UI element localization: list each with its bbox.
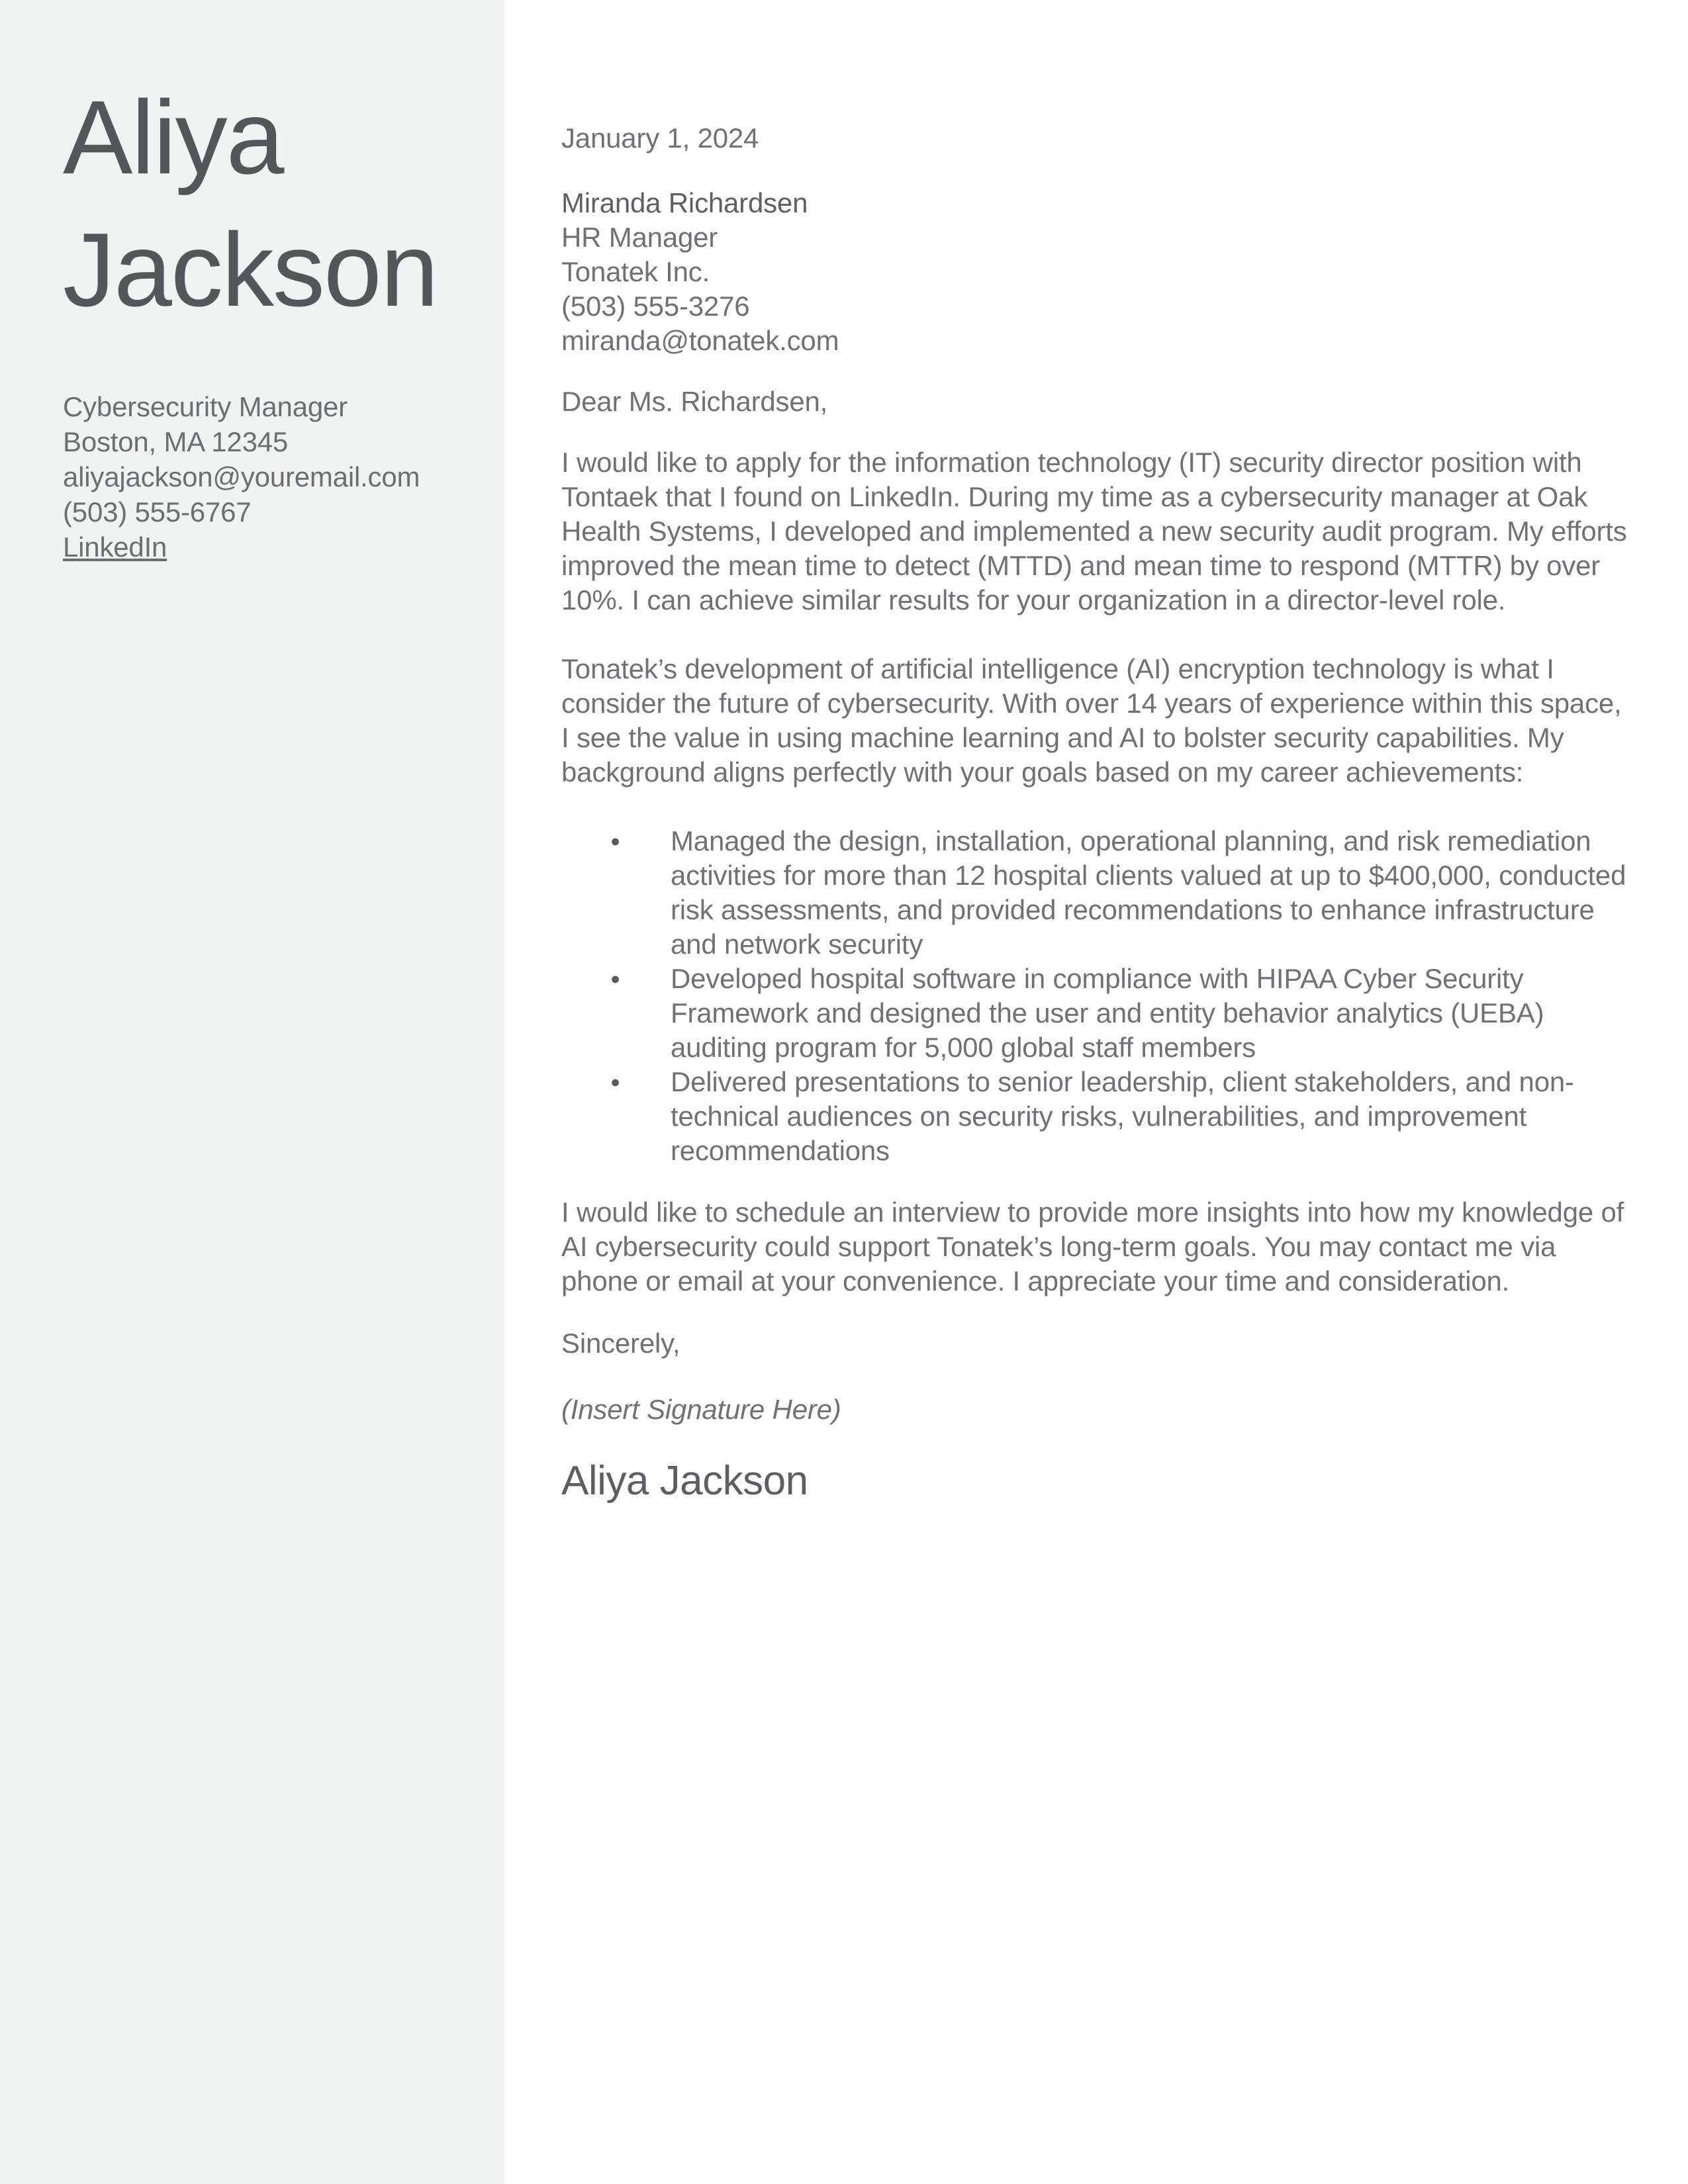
- recipient-name: Miranda Richardsen: [561, 187, 808, 218]
- candidate-last-name: Jackson: [63, 212, 438, 328]
- bullet-icon: ●: [610, 970, 620, 988]
- greeting: Dear Ms. Richardsen,: [561, 386, 828, 417]
- candidate-location: Boston, MA 12345: [63, 426, 289, 457]
- candidate-job-title: Cybersecurity Manager: [63, 391, 348, 422]
- signature-name: Aliya Jackson: [561, 1458, 808, 1504]
- candidate-email: aliyajackson@youremail.com: [63, 461, 420, 492]
- bullet-icon: ●: [610, 1073, 620, 1091]
- list-item: [561, 824, 1627, 962]
- paragraph-experience: Tonatek’s development of artificial intelligence (AI) encryption technology is what I consider the future of cybersecurity. With over 14 years of experience within this space, I see the value in using machine learning and AI to bolster security capabilities. My background aligns perfectly with your goals based on my career achievements:: [561, 653, 1622, 788]
- candidate-phone: (503) 555-6767: [63, 496, 252, 527]
- achievement-text: Delivered presentations to senior leadership, client stakeholders, and non-technical audiences on security risks, vulnerabilities, and improvement recommendations: [671, 1066, 1574, 1166]
- recipient-email: miranda@tonatek.com: [561, 325, 839, 356]
- list-item: [561, 1065, 1627, 1168]
- recipient-phone: (503) 555-3276: [561, 291, 750, 322]
- achievement-text: Developed hospital software in compliance with HIPAA Cyber Security Framework and designed the user and entity behavior analytics (UEBA) auditing program for 5,000 global staff members: [671, 963, 1544, 1063]
- signature-placeholder: (Insert Signature Here): [561, 1394, 841, 1425]
- letter-date: January 1, 2024: [561, 122, 759, 154]
- achievement-text: Managed the design, installation, operational planning, and risk remediation activities for more than 12 hospital clients valued at up to $400,000, conducted risk assessments, and provided recommendations to enhance infrastructure and network security: [671, 825, 1626, 960]
- recipient-title: HR Manager: [561, 222, 718, 253]
- letter-body: [561, 0, 1627, 1506]
- paragraph-closing: I would like to schedule an interview to provide more insights into how my knowledge of AI cybersecurity could support Tonatek’s long-term goals. You may contact me via phone or email at your convenience. I appreciate your time and consideration.: [561, 1197, 1624, 1297]
- candidate-name: [63, 71, 468, 336]
- signoff: Sincerely,: [561, 1328, 680, 1359]
- sidebar: [0, 0, 504, 2184]
- candidate-first-name: Aliya: [63, 79, 283, 196]
- recipient-company: Tonatek Inc.: [561, 256, 710, 287]
- recipient-block: [561, 186, 1627, 358]
- linkedin-link[interactable]: LinkedIn: [63, 531, 167, 563]
- list-item: [561, 962, 1627, 1065]
- paragraph-intro: I would like to apply for the information technology (IT) security director position with Tontaek that I found on LinkedIn. During my time as a cybersecurity manager at Oak Health Systems, I developed and implemented a new security audit program. My efforts improved the mean time to detect (MTTD) and mean time to respond (MTTR) by over 10%. I can achieve similar results for your organization in a director-level role.: [561, 447, 1627, 615]
- achievements-list: [561, 824, 1627, 1168]
- contact-block: [63, 389, 468, 565]
- bullet-icon: ●: [610, 832, 620, 850]
